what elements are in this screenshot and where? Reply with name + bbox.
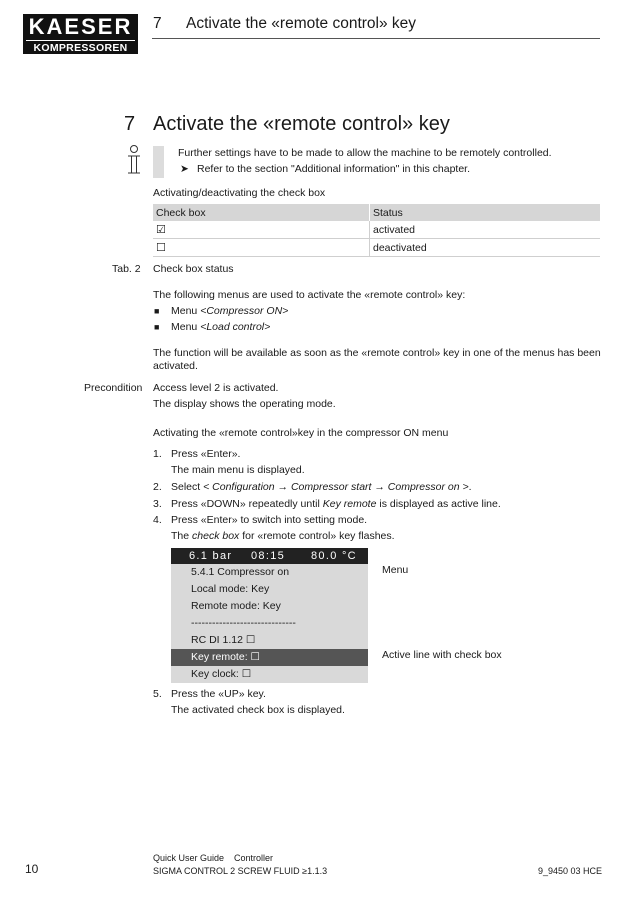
- unchecked-box-icon: ☐: [153, 239, 370, 257]
- menus-intro: The following menus are used to activate the «remote control» key:: [153, 289, 466, 301]
- step-2-text: Select: [171, 481, 204, 493]
- header-chapter-title: Activate the «remote control» key: [186, 15, 417, 32]
- step-4-result: [171, 528, 395, 544]
- display-line: 5.4.1 Compressor on: [191, 566, 290, 578]
- function-note-line2: activated.: [153, 360, 198, 372]
- controller-display: [171, 548, 368, 683]
- kaeser-logo: [23, 14, 138, 54]
- display-active-line: Key remote: ☐: [171, 649, 368, 666]
- logo-divider: [26, 40, 135, 41]
- menu-name: <Load control>: [200, 321, 271, 333]
- step-4-result-end: for «remote control» key flashes.: [239, 530, 395, 542]
- table-caption: Check box status: [153, 263, 234, 275]
- display-line: Key clock: ☐: [191, 668, 252, 680]
- precondition-line1: Access level 2 is activated.: [153, 382, 279, 394]
- footer-doc-number: 9_9450 03 HCE: [538, 866, 603, 876]
- menu-item: [171, 319, 270, 335]
- step-1-result: The main menu is displayed.: [171, 464, 305, 476]
- logo-text-kaeser: KAESER: [28, 14, 133, 39]
- display-line: Local mode: Key: [191, 583, 270, 595]
- step-3: [171, 496, 501, 512]
- step-3-end: is displayed as active line.: [376, 498, 501, 510]
- footer-guide: Quick User Guide Controller: [153, 853, 274, 863]
- table-row: [153, 239, 600, 257]
- menu-item: [171, 303, 288, 319]
- info-icon: [124, 144, 144, 178]
- info-text: Further settings have to be made to allow the machine to be remotely controlled.: [178, 147, 552, 159]
- step-2-end: .: [468, 481, 472, 493]
- header-rule: [152, 38, 600, 39]
- display-menu: [171, 564, 368, 683]
- info-reference: Refer to the section "Additional information" in this chapter.: [197, 163, 471, 175]
- display-line: RC DI 1.12 ☐: [191, 634, 256, 646]
- step-number: 4.: [153, 514, 162, 526]
- footer-product: SIGMA CONTROL 2 SCREW FLUID ≥1.1.3: [153, 866, 328, 876]
- info-bar: [153, 146, 164, 178]
- section-title: Activate the «remote control» key: [153, 113, 450, 135]
- display-label-active-line: Active line with check box: [382, 649, 502, 661]
- display-pressure: 6.1 bar: [189, 550, 233, 562]
- display-time: 08:15: [251, 550, 286, 562]
- step-1: Press «Enter».: [171, 448, 241, 460]
- column-header-status: Status: [370, 204, 601, 221]
- function-note-line1: The function will be available as soon as the «remote control» key in one of the menus has been: [153, 347, 601, 359]
- table-label: Tab. 2: [112, 263, 141, 275]
- arrow-icon: ➤: [180, 163, 189, 175]
- display-line: Remote mode: Key: [191, 600, 281, 612]
- status-cell: activated: [370, 221, 601, 239]
- menu-prefix: Menu: [171, 305, 201, 317]
- header-chapter-number: 7: [153, 15, 162, 32]
- step-3-key: Key remote: [322, 498, 377, 510]
- step-4-result-text: The: [171, 530, 193, 542]
- precondition-line2: The display shows the operating mode.: [153, 398, 336, 410]
- checked-box-icon: ☑: [153, 221, 370, 239]
- status-cell: deactivated: [370, 239, 601, 257]
- step-4: Press «Enter» to switch into setting mode.: [171, 514, 368, 526]
- step-2-menu-path: < Configuration → Compressor start → Compressor on >: [203, 481, 469, 493]
- menu-name: <Compressor ON>: [200, 305, 289, 317]
- display-status-bar: [171, 548, 368, 564]
- table-row: [153, 221, 600, 239]
- bullet-icon: ■: [154, 322, 160, 332]
- menu-prefix: Menu: [171, 321, 201, 333]
- table-heading: Activating/deactivating the check box: [153, 187, 326, 199]
- column-header-check-box: Check box: [153, 204, 370, 221]
- step-number: 2.: [153, 481, 162, 493]
- check-box-table: [153, 204, 600, 257]
- display-temperature: 80.0 °C: [311, 550, 357, 562]
- precondition-label: Precondition: [84, 382, 143, 394]
- step-5-result: The activated check box is displayed.: [171, 704, 345, 716]
- step-number: 3.: [153, 498, 162, 510]
- bullet-icon: ■: [154, 306, 160, 316]
- display-separator: ------------------------------: [191, 617, 296, 629]
- step-number: 5.: [153, 688, 162, 700]
- step-3-text: Press «DOWN» repeatedly until: [171, 498, 323, 510]
- step-5: Press the «UP» key.: [171, 688, 266, 700]
- page-number: 10: [25, 862, 39, 876]
- display-label-menu: Menu: [382, 564, 409, 576]
- step-2: [171, 479, 472, 495]
- section-number: 7: [124, 113, 136, 135]
- step-4-check-box: check box: [192, 530, 240, 542]
- step-number: 1.: [153, 448, 162, 460]
- table-header-row: [153, 204, 600, 221]
- logo-text-kompressoren: KOMPRESSOREN: [33, 42, 128, 54]
- procedure-heading: Activating the «remote control»key in the compressor ON menu: [153, 427, 449, 439]
